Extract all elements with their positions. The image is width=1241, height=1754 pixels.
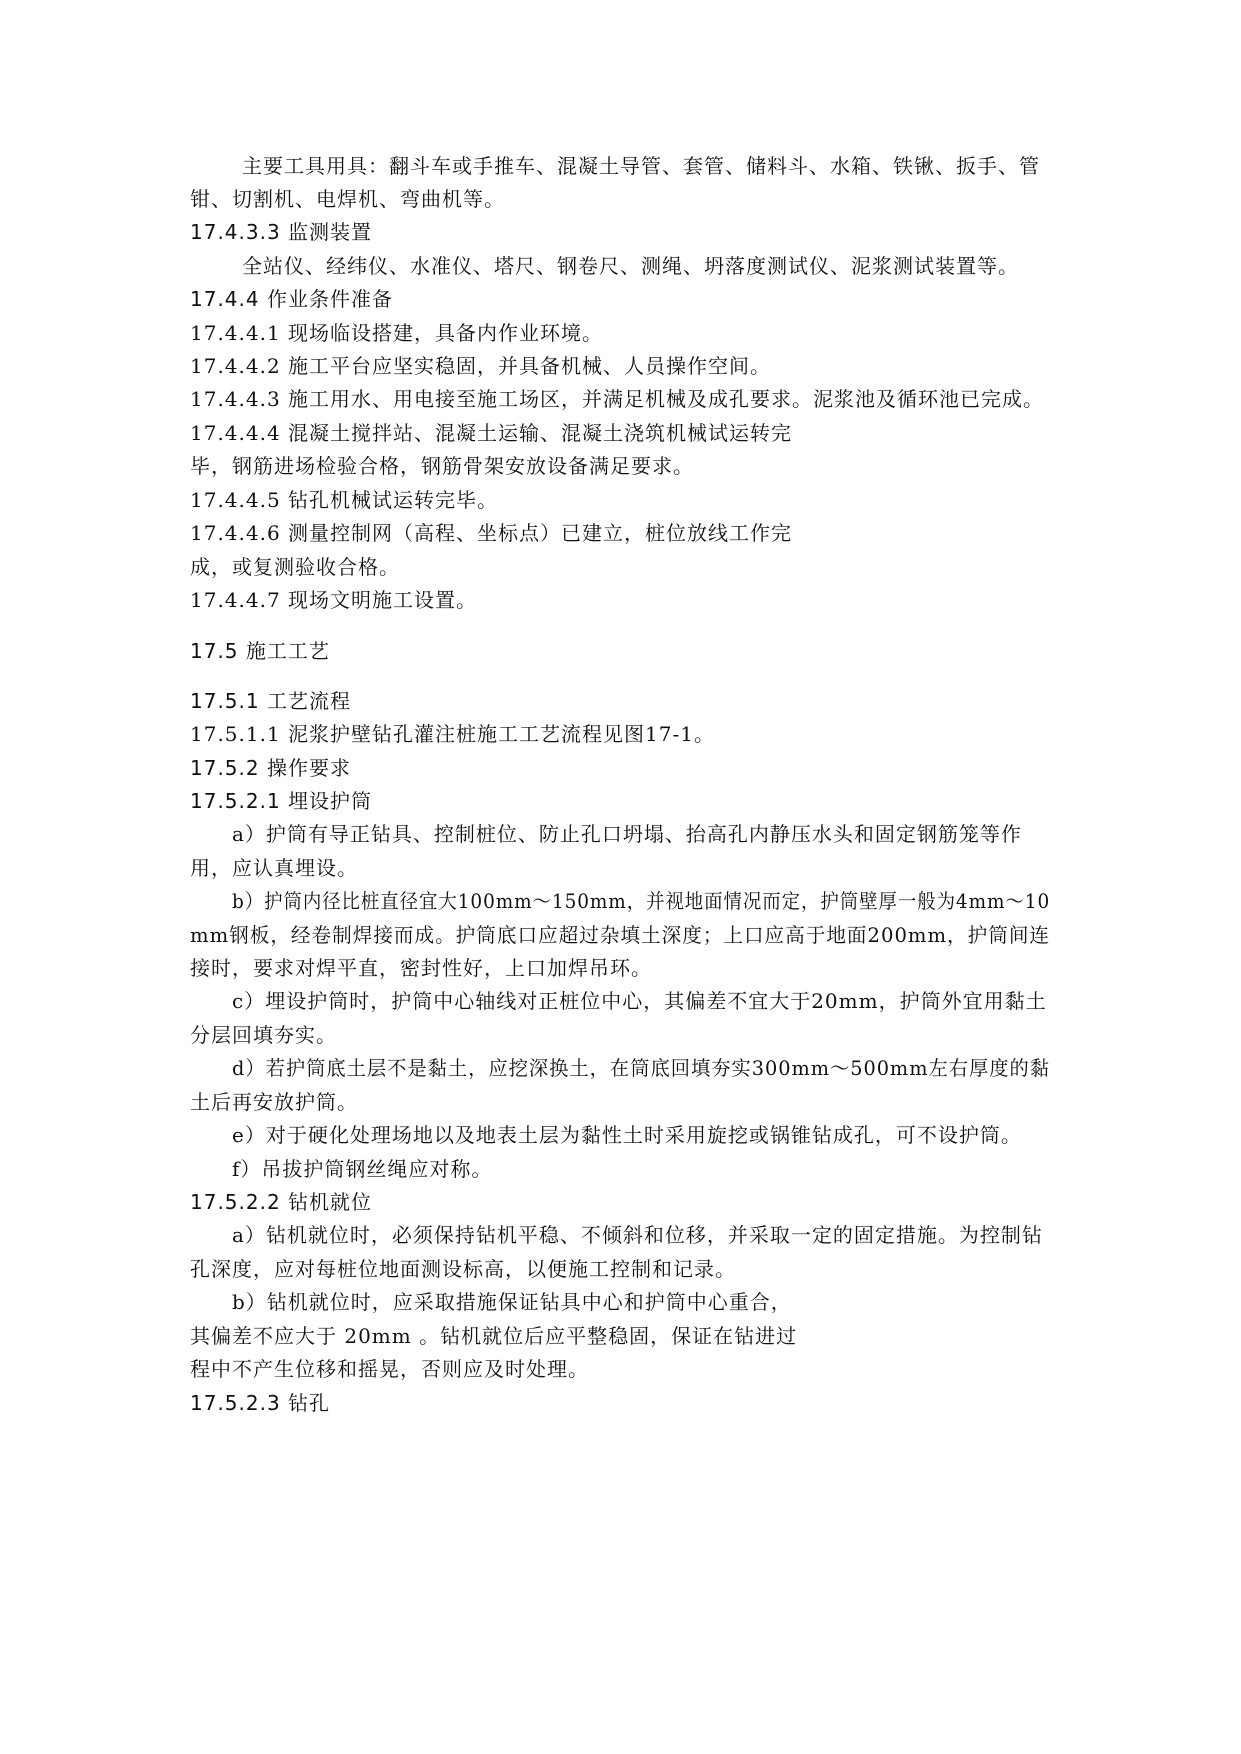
list-item: 17.4.4.5 钻孔机械试运转完毕。 bbox=[190, 488, 499, 512]
list-item: b）护筒内径比桩直径宜大100mm～150mm，并视地面情况而定，护筒壁厚一般为4mm～10 bbox=[232, 889, 1051, 913]
section-heading: 17.5.1 工艺流程 bbox=[190, 689, 351, 713]
paragraph-line: 分层回填夯实。 bbox=[190, 1023, 337, 1047]
section-heading: 17.4.4 作业条件准备 bbox=[190, 287, 393, 311]
paragraph-line: 土后再安放护筒。 bbox=[190, 1090, 358, 1114]
paragraph-line: 全站仪、经纬仪、水准仪、塔尺、钢卷尺、测绳、坍落度测试仪、泥浆测试装置等。 bbox=[242, 254, 1019, 278]
list-item: d）若护筒底土层不是黏土，应挖深换土，在筒底回填夯实300mm～500mm左右厚度的黏 bbox=[232, 1056, 1050, 1080]
list-item: 17.4.4.2 施工平台应坚实稳固，并具备机械、人员操作空间。 bbox=[190, 354, 772, 378]
list-item: b）钻机就位时，应采取措施保证钻具中心和护筒中心重合， bbox=[232, 1290, 792, 1314]
section-heading: 17.4.3.3 监测装置 bbox=[190, 220, 373, 244]
paragraph-line: 程中不产生位移和摇晃，否则应及时处理。 bbox=[190, 1357, 589, 1381]
section-heading: 17.5.2.2 钻机就位 bbox=[190, 1190, 373, 1214]
paragraph-line: 成，或复测验收合格。 bbox=[190, 555, 400, 579]
paragraph-line: 毕，钢筋进场检验合格，钢筋骨架安放设备满足要求。 bbox=[190, 454, 694, 478]
section-heading: 17.5.2.3 钻孔 bbox=[190, 1391, 331, 1415]
list-item: 17.5.1.1 泥浆护壁钻孔灌注桩施工工艺流程见图17-1。 bbox=[190, 722, 715, 746]
list-item: 17.4.4.4 混凝土搅拌站、混凝土运输、混凝土浇筑机械试运转完 bbox=[190, 421, 793, 445]
section-heading: 17.5.2 操作要求 bbox=[190, 756, 351, 780]
paragraph-line: 其偏差不应大于 20mm 。钻机就位后应平整稳固，保证在钻进过 bbox=[190, 1324, 798, 1348]
list-item: 17.4.4.3 施工用水、用电接至施工场区，并满足机械及成孔要求。泥浆池及循环池已完成。 bbox=[190, 387, 1045, 411]
list-item: a）护筒有导正钻具、控制桩位、防止孔口坍塌、抬高孔内静压水头和固定钢筋笼等作 bbox=[232, 822, 1022, 846]
paragraph-line: 接时，要求对焊平直，密封性好，上口加焊吊环。 bbox=[190, 956, 652, 980]
list-item: 17.4.4.7 现场文明施工设置。 bbox=[190, 588, 478, 612]
section-heading: 17.5 施工工艺 bbox=[190, 639, 330, 663]
paragraph-line: 钳、切割机、电焊机、弯曲机等。 bbox=[190, 187, 505, 211]
list-item: c）埋设护筒时，护筒中心轴线对正桩位中心，其偏差不宜大于20mm，护筒外宜用黏土 bbox=[232, 989, 1047, 1013]
list-item: 17.4.4.6 测量控制网（高程、坐标点）已建立，桩位放线工作完 bbox=[190, 521, 793, 545]
paragraph-line: 孔深度，应对每桩位地面测设标高，以便施工控制和记录。 bbox=[190, 1257, 736, 1281]
paragraph-line: mm钢板，经卷制焊接而成。护筒底口应超过杂填土深度；上口应高于地面200mm，护筒间连 bbox=[190, 923, 1051, 947]
section-heading: 17.5.2.1 埋设护筒 bbox=[190, 789, 373, 813]
list-item: f）吊拔护筒钢丝绳应对称。 bbox=[232, 1157, 493, 1181]
list-item: 17.4.4.1 现场临设搭建，具备内作业环境。 bbox=[190, 321, 604, 345]
list-item: a）钻机就位时，必须保持钻机平稳、不倾斜和位移，并采取一定的固定措施。为控制钻 bbox=[232, 1223, 1043, 1247]
list-item: e）对于硬化处理场地以及地表土层为黏性土时采用旋挖或锅锥钻成孔，可不设护筒。 bbox=[232, 1123, 1022, 1147]
paragraph-line: 用，应认真埋设。 bbox=[190, 856, 358, 880]
paragraph-line: 主要工具用具：翻斗车或手推车、混凝土导管、套管、储料斗、水箱、铁锹、扳手、管 bbox=[242, 154, 1040, 178]
